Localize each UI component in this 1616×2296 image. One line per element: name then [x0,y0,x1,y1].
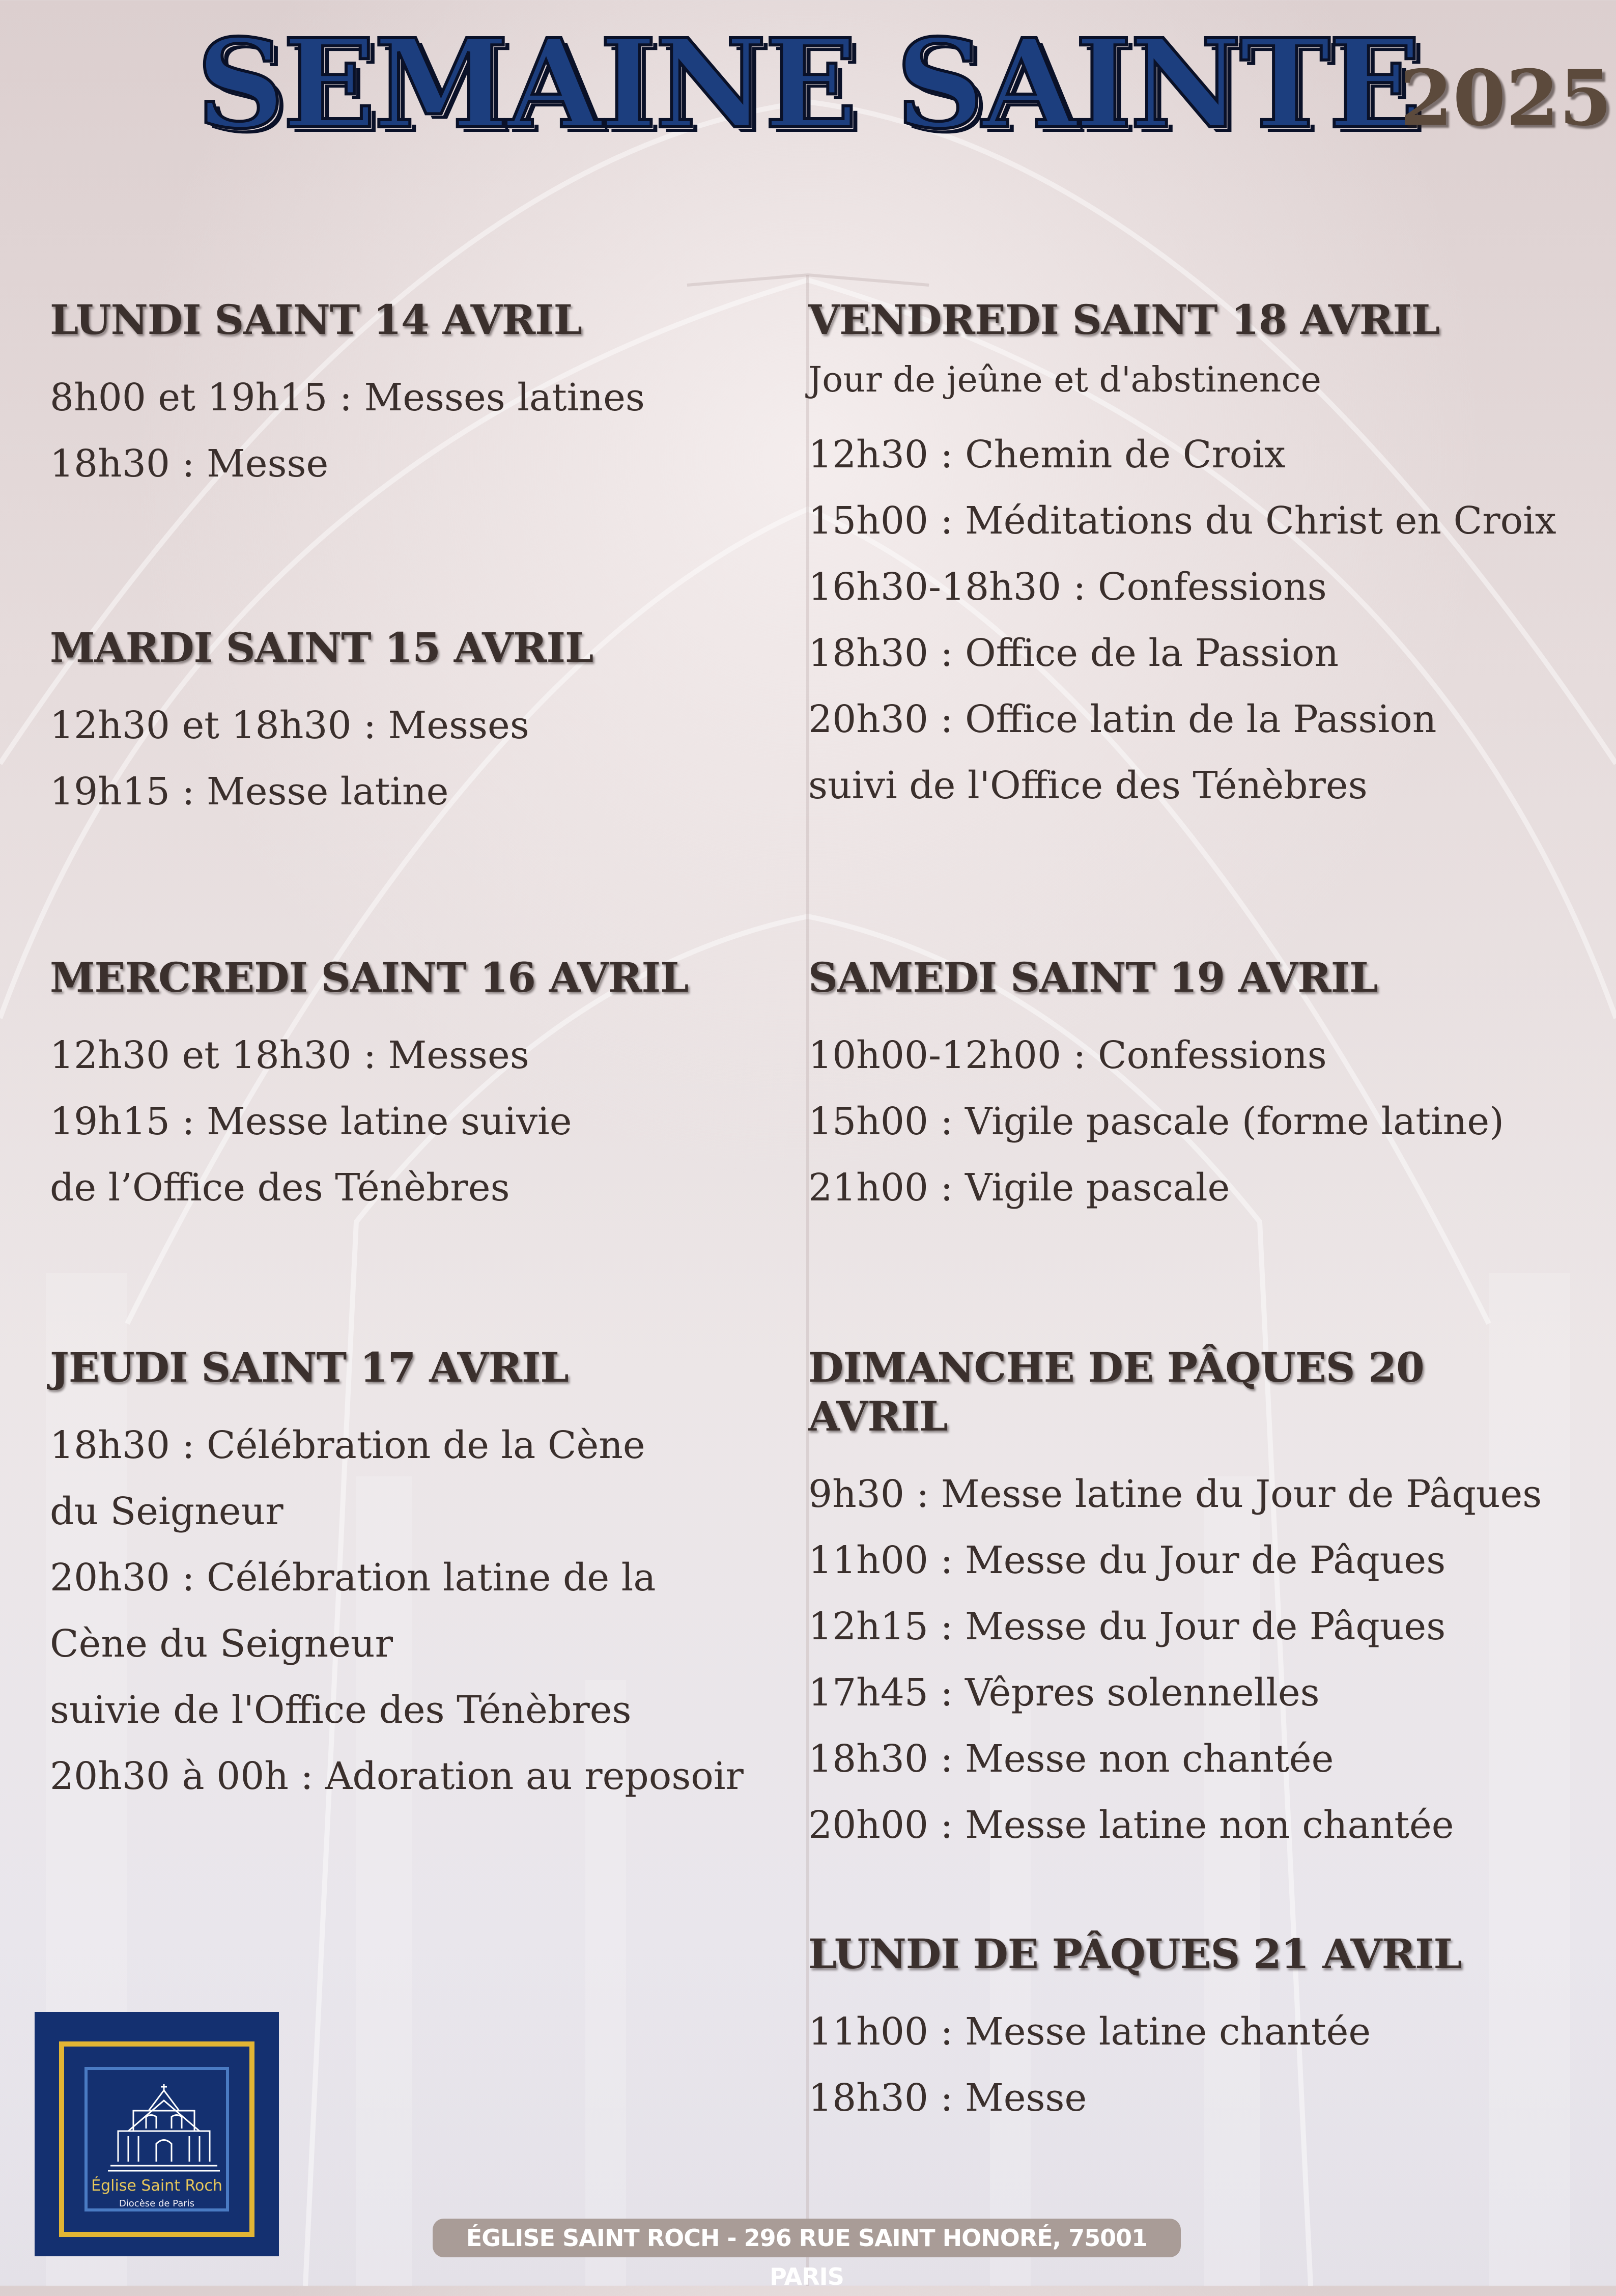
day-lundi-saint [50,295,803,497]
schedule-list [808,1022,1562,1221]
schedule-item: 15h00 : Vigile pascale (forme latine) [808,1100,1504,1143]
schedule-item: 20h30 : Célébration latine de la [50,1556,656,1600]
page-title: SEMAINE SAINTE [196,12,1420,156]
schedule-item: 12h15 : Messe du Jour de Pâques [808,1605,1446,1648]
schedule-item: 18h30 : Messe [808,2076,1087,2120]
schedule-list [50,365,803,497]
schedule-item: 19h15 : Messe latine [50,770,449,814]
schedule-item: 18h30 : Messe non chantée [808,1737,1334,1781]
schedule-list [808,1461,1562,1858]
day-title: VENDREDI SAINT 18 AVRIL [808,296,1440,344]
church-facade-icon [98,2080,230,2177]
footer-address: ÉGLISE SAINT ROCH - 296 RUE SAINT HONORÉ, 75001 PARIS [433,2219,1181,2257]
day-samedi-saint [808,953,1562,1221]
schedule-item: Cène du Seigneur [50,1622,393,1666]
church-logo [35,2012,279,2256]
day-vendredi-saint [808,295,1562,819]
schedule-item: 21h00 : Vigile pascale [808,1166,1230,1210]
schedule-item: 15h00 : Méditations du Christ en Croix [808,498,1556,543]
schedule-item: du Seigneur [50,1490,283,1533]
schedule-list [50,1412,803,1809]
schedule-item: 9h30 : Messe latine du Jour de Pâques [808,1472,1542,1516]
schedule-item: 17h45 : Vêpres solennelles [808,1671,1320,1715]
schedule-item: 16h30-18h30 : Confessions [808,565,1327,609]
schedule-item: 12h30 et 18h30 : Messes [50,704,529,747]
day-title: DIMANCHE DE PÂQUES 20 AVRIL [808,1343,1424,1440]
schedule-item: 11h00 : Messe du Jour de Pâques [808,1538,1446,1582]
schedule-item: de l’Office des Ténèbres [50,1166,510,1210]
schedule-item: 8h00 et 19h15 : Messes latines [50,376,645,419]
day-note: Jour de jeûne et d'abstinence [808,360,1321,400]
day-title: MERCREDI SAINT 16 AVRIL [50,954,689,1001]
day-lundi-paques [808,1929,1562,2131]
schedule-list [50,1022,803,1221]
schedule-item: 10h00-12h00 : Confessions [808,1033,1327,1077]
day-title: MARDI SAINT 15 AVRIL [50,624,593,671]
schedule-item: 11h00 : Messe latine chantée [808,2010,1371,2054]
schedule-item: suivie de l'Office des Ténèbres [50,1688,632,1732]
day-title: LUNDI DE PÂQUES 21 AVRIL [808,1930,1462,1978]
schedule-item: 12h30 et 18h30 : Messes [50,1033,529,1077]
day-mercredi-saint [50,953,803,1221]
schedule-item: 18h30 : Célébration de la Cène [50,1423,645,1467]
schedule-item: 18h30 : Messe [50,442,329,486]
day-jeudi-saint [50,1343,803,1809]
schedule-item: 18h30 : Office de la Passion [808,631,1339,675]
schedule-list [808,422,1562,819]
schedule-item: 20h30 : Office latin de la Passion [808,697,1437,741]
schedule-list [50,692,803,825]
day-mardi-saint [50,623,803,825]
schedule-item: 20h30 à 00h : Adoration au reposoir [50,1754,744,1798]
schedule-item: suivi de l'Office des Ténèbres [808,763,1368,807]
logo-diocese: Diocèse de Paris [119,2198,195,2209]
schedule-item: 12h30 : Chemin de Croix [808,432,1286,477]
schedule-item: 19h15 : Messe latine suivie [50,1100,572,1143]
schedule-list [808,1999,1562,2131]
day-title: SAMEDI SAINT 19 AVRIL [808,954,1378,1001]
logo-inner-frame [84,2067,229,2211]
logo-gold-frame [59,2041,254,2237]
logo-church-name: Église Saint Roch [91,2177,222,2195]
day-title: JEUDI SAINT 17 AVRIL [50,1343,569,1391]
year-label: 2025 [1400,53,1612,143]
day-title: LUNDI SAINT 14 AVRIL [50,296,582,344]
schedule-item: 20h00 : Messe latine non chantée [808,1803,1454,1847]
day-dimanche-paques [808,1343,1562,1858]
